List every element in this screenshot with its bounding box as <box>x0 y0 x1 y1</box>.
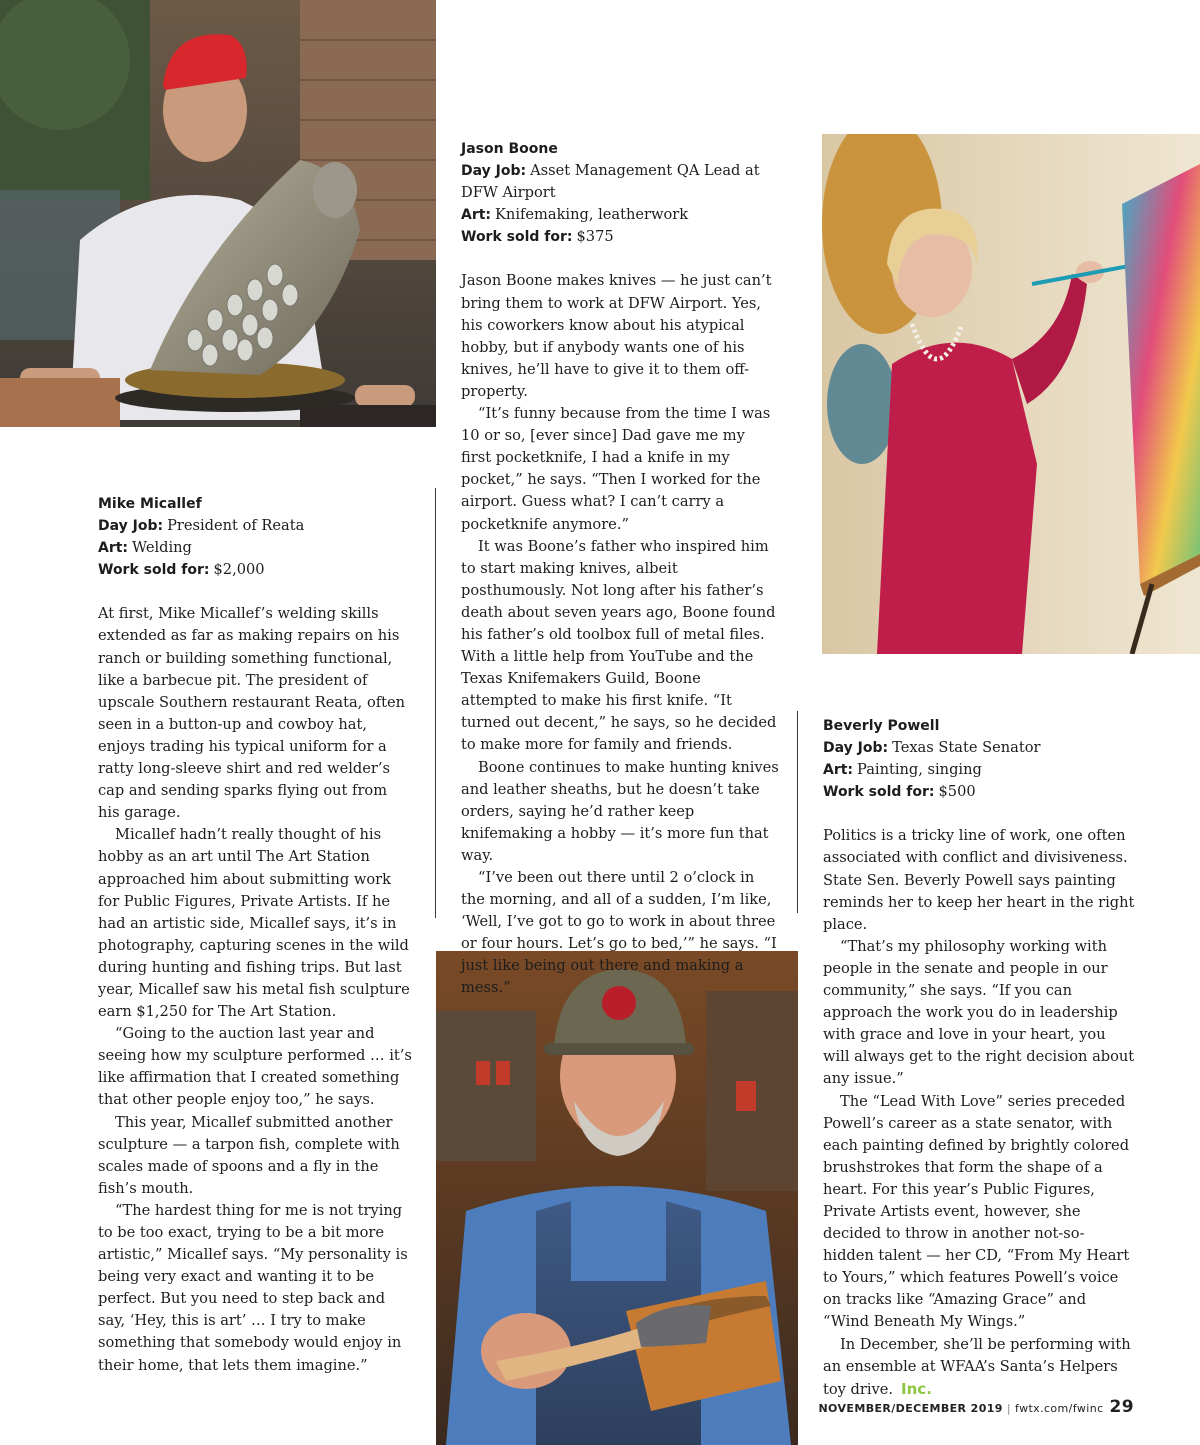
boone-paragraph: Boone continues to make hunting knives and leather sheaths, but he doesn’t take orders, saying he’d rather keep knifemaking a hobby — it’s more fun that way. <box>461 758 779 864</box>
welder-photo-illustration <box>0 0 436 427</box>
art-value: Welding <box>132 539 192 557</box>
micallef-profile <box>98 493 412 581</box>
micallef-paragraph: This year, Micallef submitted another sculpture — a tarpon fish, complete with scales made of spoons and a fly in the fish’s mouth. <box>98 1113 400 1197</box>
micallef-day-job <box>98 515 412 537</box>
powell-last-text: In December, she’ll be performing with an ensemble at WFAA’s Santa’s Helpers toy drive. <box>823 1335 1131 1398</box>
boone-photo <box>436 951 798 1445</box>
micallef-photo <box>0 0 436 427</box>
day-job-value: Asset Management QA Lead at <box>530 162 760 180</box>
art-value: Knifemaking, leatherwork <box>495 206 689 224</box>
powell-column <box>823 715 1135 1401</box>
boone-profile <box>461 138 779 248</box>
powell-paragraph: “That’s my philosophy working with people in the senate and people in our community,” she says. “If you can approach the work you do in leadership with grace and love in your heart, you will always get to the right decision about any issue.” <box>823 937 1135 1088</box>
art-label: Art: <box>461 207 492 224</box>
micallef-name: Mike Micallef <box>98 496 202 512</box>
issue-date: NOVEMBER/DECEMBER 2019 <box>818 1402 1003 1415</box>
boone-paragraph: It was Boone’s father who inspired him to start making knives, albeit posthumously. Not long after his father’s death about seven years ago, Boone found his father’s old toolbox full of metal files. With a little help from YouTube and the Texas Knifemakers Guild, Boone attempted to make his first knife. “It turned out decent,” he says, so he decided to make more for family and friends. <box>461 537 777 754</box>
micallef-sold <box>98 559 412 581</box>
boone-art <box>461 204 779 226</box>
art-label: Art: <box>823 762 854 779</box>
powell-day-job <box>823 737 1135 759</box>
powell-art <box>823 759 1135 781</box>
boone-paragraph: “It’s funny because from the time I was 10 or so, [ever since] Dad gave me my first pocketknife, I had a knife in my pocket,” he says. “Then I worked for the airport. Guess what? I can’t carry a pocketknife anymore.” <box>461 405 771 533</box>
boone-name: Jason Boone <box>461 141 558 157</box>
art-label: Art: <box>98 540 129 557</box>
painter-photo-illustration <box>822 134 1200 654</box>
boone-day-job <box>461 160 779 182</box>
micallef-art <box>98 537 412 559</box>
micallef-paragraph: “Going to the auction last year and seeing how my sculpture performed … it’s like affirmation that I created something that other people enjoy too,” he says. <box>98 1025 412 1109</box>
art-value: Painting, singing <box>857 761 982 779</box>
inc-logo: Inc. <box>901 1379 932 1398</box>
powell-name: Beverly Powell <box>823 718 940 734</box>
day-job-label: Day Job: <box>461 163 527 180</box>
sold-label: Work sold for: <box>823 784 935 801</box>
day-job-value: Texas State Senator <box>892 739 1041 757</box>
powell-photo <box>822 134 1200 654</box>
boone-paragraph: Jason Boone makes knives — he just can’t bring them to work at DFW Airport. Yes, his coworkers know about his atypical hobby, but if anybody wants one of his knives, he’ll have to give it to them off-property. <box>461 272 772 400</box>
powell-paragraph <box>823 1334 1135 1401</box>
micallef-paragraph: Micallef hadn’t really thought of his hobby as an art until The Art Station approached him about submitting work for Public Figures, Private Artists. If he had an artistic side, Micallef says, it’s in photography, capturing scenes in the wild during hunting and fishing trips. But last year, Micallef saw his metal fish sculpture earn $1,250 for The Art Station. <box>98 826 410 1021</box>
sold-value: $2,000 <box>213 561 265 579</box>
page-number: 29 <box>1109 1397 1134 1417</box>
sold-value: $375 <box>576 228 614 246</box>
day-job-label: Day Job: <box>823 740 889 757</box>
footer-separator: | <box>1006 1402 1011 1415</box>
knifemaker-photo-illustration <box>436 951 798 1445</box>
boone-column <box>461 138 779 1000</box>
micallef-paragraph: At first, Mike Micallef’s welding skills extended as far as making repairs on his ranch or building something functional, like a barbecue pit. The president of upscale Southern restaurant Reata, often seen in a button-up and cowboy hat, enjoys trading his typical uniform for a ratty long-sleeve shirt and red welder’s cap and sending sparks flying out from his garage. <box>98 605 406 822</box>
column-divider <box>435 488 436 918</box>
sold-label: Work sold for: <box>98 562 210 579</box>
column-divider <box>797 711 798 913</box>
powell-sold <box>823 781 1135 803</box>
footer-url: fwtx.com/fwinc <box>1014 1402 1104 1415</box>
powell-paragraph: Politics is a tricky line of work, one often associated with conflict and divisiveness. State Sen. Beverly Powell says painting reminds her to keep her heart in the right place. <box>823 827 1135 933</box>
day-job-label: Day Job: <box>98 518 164 535</box>
day-job-value: President of Reata <box>167 517 305 535</box>
powell-paragraph: The “Lead With Love” series preceded Powell’s career as a state senator, with each painting defined by brightly colored brushstrokes that form the shape of a heart. For this year’s Public Figures, Private Artists event, however, she decided to throw in another not-so-hidden talent — her CD, “From My Heart to Yours,” which features Powell’s voice on tracks like “Amazing Grace” and “Wind Beneath My Wings.” <box>823 1092 1130 1331</box>
boone-paragraph: “I’ve been out there until 2 o’clock in the morning, and all of a sudden, I’m like, ‘Well, I’ve got to go to work in about three or four hours. Let’s go to bed,’” he says. “I just like being out there and making a mess.” <box>461 869 777 997</box>
powell-profile <box>823 715 1135 803</box>
boone-sold <box>461 226 779 248</box>
sold-label: Work sold for: <box>461 229 573 246</box>
sold-value: $500 <box>938 783 976 801</box>
micallef-paragraph: “The hardest thing for me is not trying to be too exact, trying to be a bit more artistic,” Micallef says. “My personality is being very exact and wanting it to be perfect. But you need to step back and say, ‘Hey, this is art’ … I try to make something that somebody would enjoy in their home, that lets them imagine.” <box>98 1201 408 1374</box>
boone-day-job-cont: DFW Airport <box>461 184 556 202</box>
micallef-column <box>98 493 412 1377</box>
page-footer <box>818 1397 1134 1417</box>
